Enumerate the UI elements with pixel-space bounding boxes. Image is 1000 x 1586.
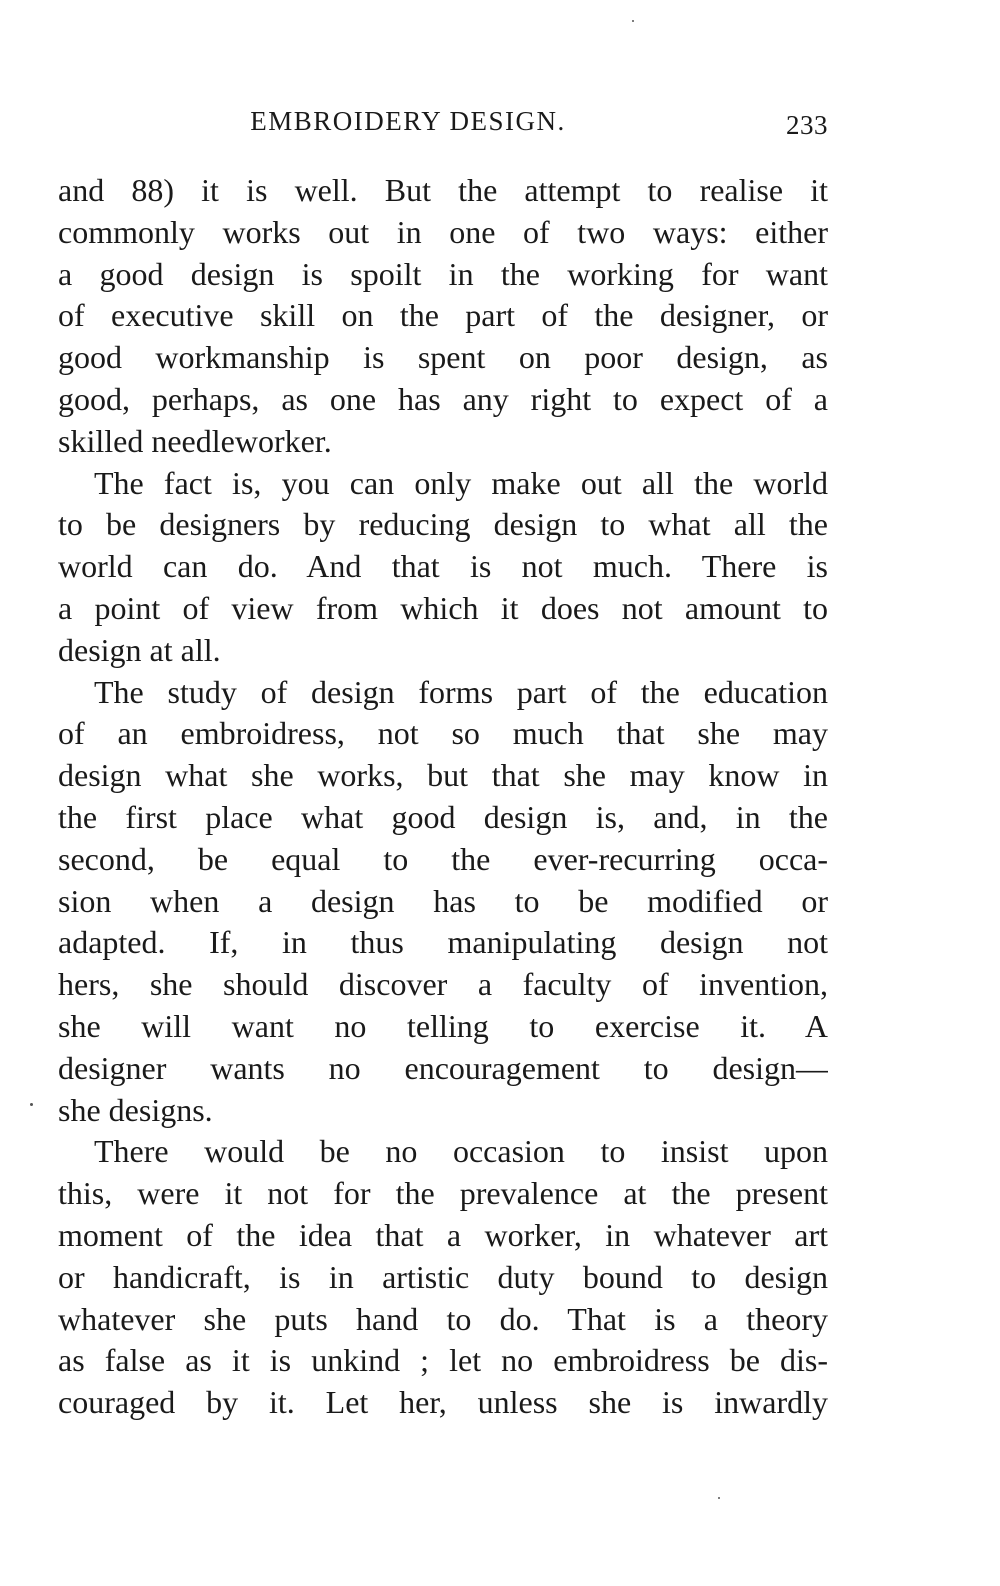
text-line: and 88) it is well. But the attempt to realise it xyxy=(58,172,828,208)
text-line: design at all. xyxy=(58,631,221,668)
text-line: commonly works out in one of two ways: either xyxy=(58,213,828,250)
text-line: good workmanship is spent on poor design, as xyxy=(58,339,828,376)
text-line: The fact is, you can only make out all the world xyxy=(94,464,828,501)
text-line: sion when a design has to be modified or xyxy=(58,882,828,919)
text-line: moment of the idea that a worker, in whatever art xyxy=(58,1216,828,1253)
running-head xyxy=(58,101,828,141)
text-line: of an embroidress, not so much that she may xyxy=(58,715,828,752)
text-line: The study of design forms part of the education xyxy=(94,673,828,710)
running-title: EMBROIDERY DESIGN. xyxy=(250,106,566,136)
text-line: she designs. xyxy=(58,1091,213,1128)
text-line: world can do. And that is not much. There is xyxy=(58,548,828,585)
text-line: a good design is spoilt in the working for want xyxy=(58,255,828,292)
text-line: to be designers by reducing design to what all the xyxy=(58,506,828,543)
text-line: good, perhaps, as one has any right to expect of a xyxy=(58,380,828,417)
text-line: a point of view from which it does not amount to xyxy=(58,589,828,626)
text-line: this, were it not for the prevalence at the present xyxy=(58,1175,828,1212)
text-line: designer wants no encouragement to design— xyxy=(58,1049,828,1086)
text-line: skilled needleworker. xyxy=(58,422,332,459)
text-line: adapted. If, in thus manipulating design not xyxy=(58,924,828,961)
text-line: design what she works, but that she may know in xyxy=(58,757,828,794)
text-line: There would be no occasion to insist upon xyxy=(94,1133,828,1170)
text-line: second, be equal to the ever-recurring occa- xyxy=(58,840,828,877)
scan-speck xyxy=(718,1497,720,1499)
body-text xyxy=(58,170,828,1424)
text-line: whatever she puts hand to do. That is a theory xyxy=(58,1300,828,1337)
text-line: she will want no telling to exercise it. A xyxy=(58,1007,828,1044)
page-number: 233 xyxy=(786,110,828,140)
scan-speck xyxy=(632,20,634,22)
text-line: couraged by it. Let her, unless she is inwardly xyxy=(58,1384,828,1421)
text-line: of executive skill on the part of the designer, or xyxy=(58,297,828,334)
text-line: hers, she should discover a faculty of invention, xyxy=(58,966,828,1003)
text-line: or handicraft, is in artistic duty bound to design xyxy=(58,1258,828,1295)
scan-speck xyxy=(30,1103,33,1106)
text-line: the first place what good design is, and, in the xyxy=(58,798,828,835)
text-line: as false as it is unkind ; let no embroidress be dis- xyxy=(58,1342,828,1379)
